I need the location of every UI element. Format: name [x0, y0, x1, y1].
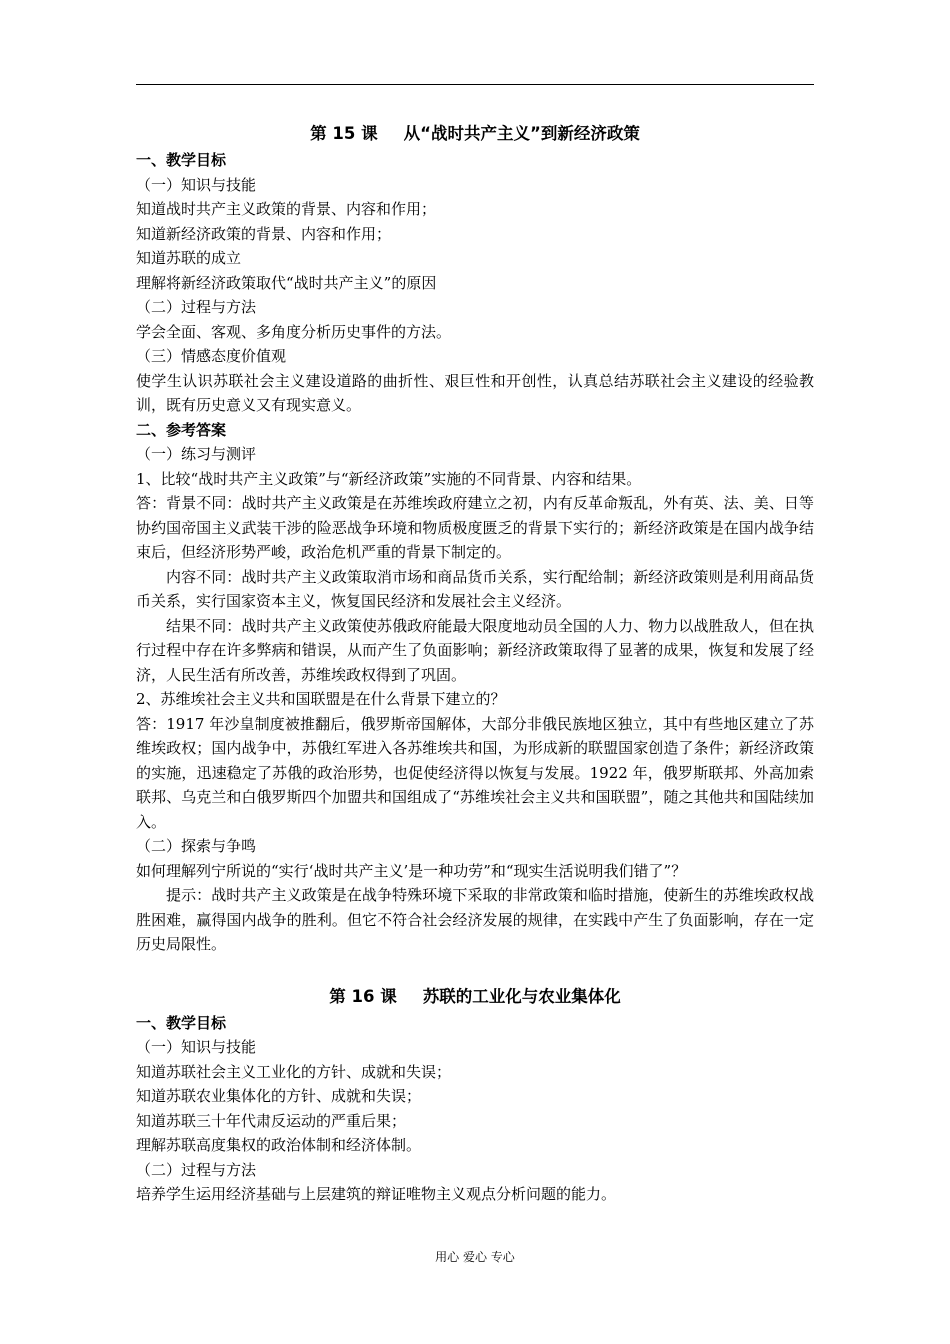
- paragraph: 学会全面、客观、多角度分析历史事件的方法。: [136, 322, 452, 341]
- subsection-heading: （二）过程与方法: [136, 1160, 257, 1179]
- paragraph: 理解苏联高度集权的政治体制和经济体制。: [136, 1136, 422, 1154]
- section-heading: 一、教学目标: [136, 1013, 227, 1032]
- paragraph: 培养学生运用经济基础与上层建筑的辩证唯物主义观点分析问题的能力。: [136, 1185, 617, 1203]
- page-footer: 用心 爱心 专心: [435, 1250, 515, 1264]
- question: 1、比较“战时共产主义政策”与“新经济政策”实施的不同背景、内容和结果。: [136, 469, 642, 488]
- lesson-15-number: 第 15 课: [310, 124, 378, 143]
- paragraph: 知道战时共产主义政策的背景、内容和作用；: [136, 200, 437, 218]
- lesson-16-name: 苏联的工业化与农业集体化: [422, 986, 621, 1006]
- question: 2、苏维埃社会主义共和国联盟是在什么背景下建立的？: [136, 690, 506, 708]
- paragraph: 知道苏联三十年代肃反运动的严重后果；: [136, 1111, 407, 1130]
- paragraph: 使学生认识苏联社会主义建设道路的曲折性、艰巨性和开创性，认真总结苏联社会主义建设的经验教训，既有历史意义又有现实意义。: [136, 371, 814, 414]
- document-body: [136, 118, 814, 1207]
- section-heading: 二、参考答案: [136, 420, 227, 439]
- lesson-16-number: 第 16 课: [329, 986, 397, 1006]
- answer-paragraph: 答：背景不同：战时共产主义政策是在苏维埃政府建立之初，内有反革命叛乱，外有英、法、美、日等协约国帝国主义武装干涉的险恶战争环境和物质极度匮乏的背景下实行的；新经济政策是在国内战争结束后，但经济形势严峻，政治危机严重的背景下制定的。: [136, 494, 814, 561]
- answer-paragraph: 提示：战时共产主义政策是在战争特殊环境下采取的非常政策和临时措施，使新生的苏维埃政权战胜困难，赢得国内战争的胜利。但它不符合社会经济发展的规律，在实践中产生了负面影响，存在一定历史局限性。: [136, 886, 814, 953]
- section-heading: 一、教学目标: [136, 151, 227, 169]
- paragraph: 知道新经济政策的背景、内容和作用；: [136, 224, 392, 243]
- subsection-heading: （二）过程与方法: [136, 298, 257, 316]
- subsection-heading: （二）探索与争鸣: [136, 837, 257, 855]
- paragraph: 理解将新经济政策取代“战时共产主义”的原因: [136, 273, 437, 292]
- subsection-heading: （三）情感态度价值观: [136, 347, 287, 365]
- lesson-15-name: 从“战时共产主义”到新经济政策: [403, 124, 640, 143]
- subsection-heading: （一）知识与技能: [136, 175, 257, 194]
- paragraph: 知道苏联农业集体化的方针、成就和失误；: [136, 1087, 422, 1105]
- answer-paragraph: 结果不同：战时共产主义政策使苏俄政府能最大限度地动员全国的人力、物力以战胜敌人，但在执行过程中存在许多弊病和错误，从而产生了负面影响；新经济政策取得了显著的成果，恢复和发展了经济，人民生活有所改善，苏维埃政权得到了巩固。: [136, 616, 814, 684]
- lesson-16-title: [136, 985, 814, 1009]
- question: 如何理解列宁所说的“实行‘战时共产主义’是一种功劳”和“现实生活说明我们错了”？: [136, 861, 687, 880]
- paragraph: 知道苏联社会主义工业化的方针、成就和失误；: [136, 1062, 452, 1081]
- answer-paragraph: 答：1917 年沙皇制度被推翻后，俄罗斯帝国解体，大部分非俄民族地区独立，其中有些地区建立了苏维埃政权；国内战争中，苏俄红军进入各苏维埃共和国，为形成新的联盟国家创造了条件；新经济政策的实施，迅速稳定了苏俄的政治形势，也促使经济得以恢复与发展。1922 年，俄罗斯联邦、外高加索联邦、乌克兰和白俄罗斯四个加盟共和国组成了“苏维埃社会主义共和国联盟”，随之其他共和国陆续加入。: [136, 714, 814, 831]
- subsection-heading: （一）知识与技能: [136, 1038, 257, 1056]
- paragraph: 知道苏联的成立: [136, 249, 242, 267]
- answer-paragraph: 内容不同：战时共产主义政策取消市场和商品货币关系，实行配给制；新经济政策则是利用商品货币关系，实行国家资本主义，恢复国民经济和发展社会主义经济。: [136, 567, 814, 610]
- subsection-heading: （一）练习与测评: [136, 445, 257, 463]
- lesson-15-title: [136, 122, 814, 146]
- header-rule: [136, 84, 814, 85]
